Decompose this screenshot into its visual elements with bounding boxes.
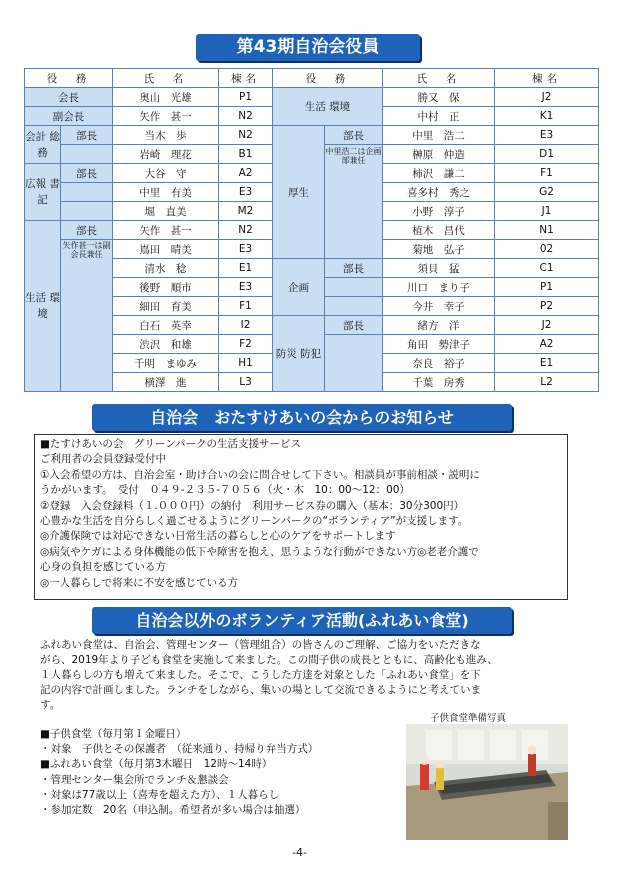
group-kaikei: 会計 総務 [25,126,61,164]
item-line: ■子供食堂（毎月第１金曜日） [40,728,187,740]
name-cell: 小野 淳子 [383,202,495,221]
kids-cafeteria-photo [406,724,568,840]
sub-bucho: 部長 [61,164,113,183]
group-bosai: 防災 防犯 [273,316,325,392]
volunteer-intro [40,638,580,713]
intro-line: １人暮らしの方も増えて来ました。そこで、こうした方達を対象とした「ふれあい食堂」を下 [40,669,481,681]
name-cell: 千明 まゆみ [113,354,219,373]
name-cell: 千葉 房秀 [383,373,495,392]
bldg-cell: L3 [219,373,273,392]
name-cell: 大谷 守 [113,164,219,183]
group-kikaku: 企画 [273,259,325,316]
table-row [25,88,599,107]
header-name-left: 氏 名 [113,69,219,88]
notice-line: ご利用者の会員登録受付中 [40,453,166,466]
name-cell: 角田 勢津子 [383,335,495,354]
intro-line: す。 [40,699,61,711]
name-cell: 渋沢 和雄 [113,335,219,354]
notice-line: 心身の負担を感じている方 [40,561,166,574]
group-seikatsu-kankyo-left: 生活 環境 [25,221,61,392]
bldg-cell: D1 [495,145,599,164]
name-cell: 中村 正 [383,107,495,126]
bldg-cell: E1 [219,259,273,278]
name-cell: 後野 順市 [113,278,219,297]
sub-bucho: 部長 [325,316,383,335]
role-fukukaicho: 副会長 [25,107,113,126]
name-cell: 当木 歩 [113,126,219,145]
seikatsu-note: 矢作甚一は副会長兼任 [61,240,113,392]
bldg-cell: J2 [495,88,599,107]
bldg-cell: E3 [495,126,599,145]
name-cell: 柿沢 謙二 [383,164,495,183]
page-number: -4- [292,846,307,859]
name-cell: 今井 幸子 [383,297,495,316]
name-cell: 奈良 裕子 [383,354,495,373]
bldg-cell: F2 [219,335,273,354]
bldg-cell: G2 [495,183,599,202]
name-cell: 清水 稔 [113,259,219,278]
bldg-cell: E1 [495,354,599,373]
bldg-cell: E3 [219,240,273,259]
name-cell: 菊地 弘子 [383,240,495,259]
bldg-cell: F1 [495,164,599,183]
notice-line: ■たすけあいの会 グリーンパークの生活支援サービス [40,438,301,450]
otasuke-banner: 自治会 おたすけあいの会からのお知らせ [92,404,512,431]
intro-line: ふれあい食堂は、自治会、管理センター（管理組合）の皆さんのご理解、ご協力をいただきな [40,639,481,651]
header-role-right: 役 務 [273,69,383,88]
header-bldg-right: 棟名 [495,69,599,88]
name-cell: 矢作 甚一 [113,107,219,126]
name-cell: 喜多村 秀之 [383,183,495,202]
intro-line: がら、2019年より子ども食堂を実施して来ました。この間子供の成長とともに、高齢化も進み、 [40,654,498,666]
table-row [25,126,599,145]
sub-bucho: 部長 [325,126,383,145]
name-cell: 勝又 保 [383,88,495,107]
item-line: ・管理センター集会所でランチ＆懇談会 [40,773,229,786]
bldg-cell: C1 [495,259,599,278]
volunteer-items [40,727,400,818]
bldg-cell: K1 [495,107,599,126]
notice-line: うかがいます。 受付 ０４９-２３５-７０５６（火・木 10：00～12：00） [40,484,410,497]
bldg-cell: A2 [219,164,273,183]
name-cell: 川口 まり子 [383,278,495,297]
bldg-cell: J1 [495,202,599,221]
notice-line: ◎病気やケガによる身体機能の低下や障害を抱え、思うような行動ができない方◎老老介護で [40,545,479,558]
bldg-cell: E3 [219,183,273,202]
photo-caption: 子供食堂準備写真 [430,713,507,724]
sub-bucho: 部長 [61,126,113,145]
notice-line: ①入会希望の方は、自治会室・助け合いの会に問合せして下さい。相談員が事前相談・説明に [40,468,480,481]
bldg-cell: E3 [219,278,273,297]
name-cell: 横澤 進 [113,373,219,392]
officers-table [24,68,599,392]
bldg-cell: N2 [219,221,273,240]
sub-bucho: 部長 [61,221,113,240]
bldg-cell: M2 [219,202,273,221]
header-role-left: 役 務 [25,69,113,88]
bldg-cell: H1 [219,354,273,373]
notice-line: ◎介護保険では対応できない日常生活の暮らしと心のケアをサポートします [40,530,396,543]
table-header-row [25,69,599,88]
bldg-cell: P1 [495,278,599,297]
photo-illustration [406,724,568,840]
intro-line: 記の内容で計画しました。ランチをしながら、集いの場として交流できるようにと考えていま [40,684,481,696]
volunteer-banner: 自治会以外のボランティア活動(ふれあい食堂) [92,607,512,634]
bldg-cell: F1 [219,297,273,316]
role-kaicho: 会長 [25,88,113,107]
bldg-cell: P2 [495,297,599,316]
notice-box [34,434,568,600]
kosei-note: 中里浩二は企画部兼任 [325,145,383,259]
bldg-cell: 02 [495,240,599,259]
name-cell: 矢作 甚一 [113,221,219,240]
bldg-cell: B1 [219,145,273,164]
name-cell: 緒方 洋 [383,316,495,335]
name-cell: 榊原 仲造 [383,145,495,164]
bldg-cell: P1 [219,88,273,107]
name-cell: 植木 昌代 [383,221,495,240]
name-cell: 中里 有美 [113,183,219,202]
bldg-cell: N1 [495,221,599,240]
item-line: ■ふれあい食堂（毎月第3木曜日 12時～14時） [40,758,273,771]
item-line: ・対象 子供とその保護者 （従来通り、持帰り弁当方式） [40,743,319,756]
bldg-cell: I2 [219,316,273,335]
name-cell: 岩崎 理花 [113,145,219,164]
sub-bucho: 部長 [325,259,383,278]
notice-line: ②登録 入会登録料（１.０００円）の納付 利用サービス券の購入（基本：30分300円） [40,499,465,512]
bldg-cell: A2 [495,335,599,354]
name-cell: 須貝 猛 [383,259,495,278]
name-cell: 細田 育美 [113,297,219,316]
group-kosei: 厚生 [273,126,325,259]
name-cell: 嶌田 晴美 [113,240,219,259]
bldg-cell: J2 [495,316,599,335]
name-cell: 奥山 光雄 [113,88,219,107]
bldg-cell: N2 [219,126,273,145]
item-line: ・参加定数 20名（申込制。希望者が多い場合は抽選） [40,804,306,817]
officers-banner: 第43期自治会役員 [196,34,420,61]
header-name-right: 氏 名 [383,69,495,88]
group-seikatsu-kankyo-right: 生活 環境 [273,88,383,126]
bldg-cell: L2 [495,373,599,392]
notice-line: ◎一人暮らしで将来に不安を感じている方 [40,576,239,589]
group-koho: 広報 書記 [25,164,61,221]
bldg-cell: N2 [219,107,273,126]
name-cell: 堀 直美 [113,202,219,221]
name-cell: 白石 英幸 [113,316,219,335]
notice-line: 心豊かな生活を自分らしく過ごせるようにグリーンパークの“ボランティア”が支援します。 [40,515,469,528]
item-line: ・対象は77歳以上（喜寿を超えた方）、１人暮らし [40,788,280,801]
name-cell: 中里 浩二 [383,126,495,145]
header-bldg-left: 棟名 [219,69,273,88]
